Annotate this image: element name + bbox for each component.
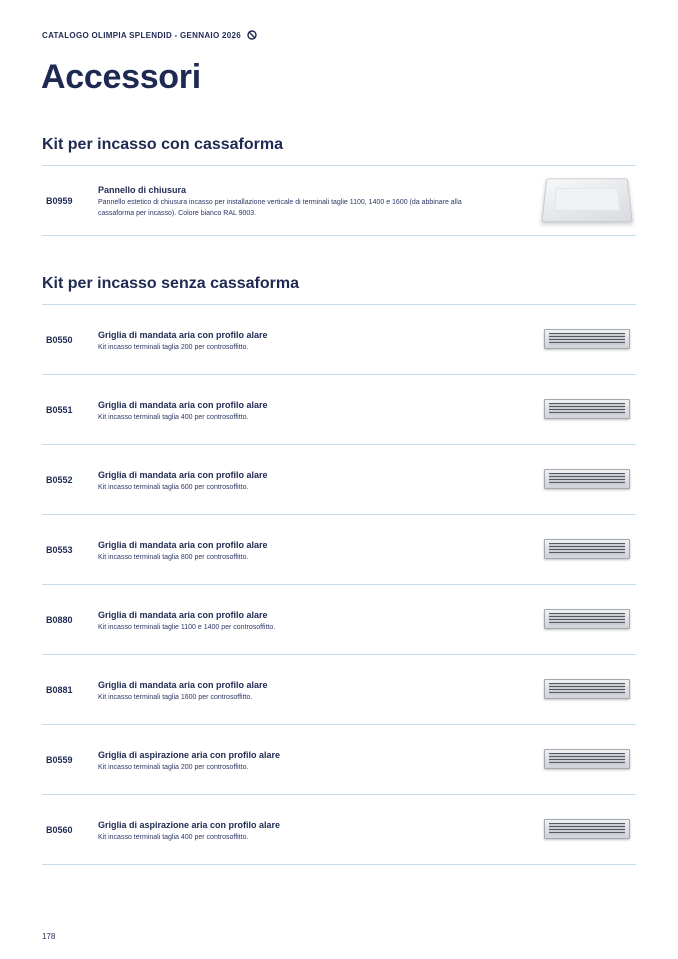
product-name: Griglia di aspirazione aria con profilo alare: [98, 750, 281, 760]
grille-image: [544, 749, 630, 769]
product-row: [42, 375, 636, 445]
product-name: Griglia di mandata aria con profilo alare: [98, 610, 268, 620]
product-description: Kit incasso terminali taglia 400 per controsoffitto.: [98, 834, 249, 841]
product-name: Griglia di mandata aria con profilo alare: [98, 330, 268, 340]
grille-image: [544, 539, 630, 559]
product-name: Griglia di mandata aria con profilo alare: [98, 400, 268, 410]
grille-image: [544, 679, 630, 699]
product-row: [42, 305, 636, 375]
product-code: B0560: [46, 824, 73, 835]
product-description: Kit incasso terminali taglia 400 per controsoffitto.: [98, 414, 249, 421]
product-code: B0552: [46, 474, 73, 485]
product-name: Griglia di aspirazione aria con profilo alare: [98, 820, 281, 830]
grille-image: [544, 819, 630, 839]
product-row: [42, 585, 636, 655]
page-title: Accessori: [41, 58, 201, 96]
section-title-with-formwork: Kit per incasso con cassaforma: [42, 136, 283, 153]
section-title-without-formwork: Kit per incasso senza cassaforma: [42, 275, 300, 292]
grille-image: [544, 469, 630, 489]
product-name: Griglia di mandata aria con profilo alare: [98, 680, 268, 690]
page-number: 178: [42, 932, 56, 941]
product-code: B0550: [46, 334, 73, 345]
closing-panel-image: [541, 178, 632, 222]
product-description: Pannello estetico di chiusura incasso per installazione verticale di terminali taglie 1100, 1400 e 1600 (da abbinare alla cassaforma per incasso). Colore bianco RAL 9003.: [98, 199, 462, 217]
catalog-header: [42, 30, 257, 40]
product-code: B0551: [46, 404, 73, 415]
product-code: B0553: [46, 544, 73, 555]
product-code: B0559: [46, 754, 73, 765]
product-description: Kit incasso terminali taglia 800 per controsoffitto.: [98, 554, 249, 561]
product-code: B0880: [46, 614, 73, 625]
product-row: [42, 795, 636, 865]
product-code: B0881: [46, 684, 73, 695]
product-code: B0959: [46, 195, 73, 206]
no-entry-circle-icon: [247, 30, 257, 40]
product-description: Kit incasso terminali taglia 600 per controsoffitto.: [98, 484, 249, 491]
product-row: [42, 515, 636, 585]
product-description: Kit incasso terminali taglia 200 per controsoffitto.: [98, 764, 249, 771]
product-row: [42, 655, 636, 725]
product-name: Griglia di mandata aria con profilo alare: [98, 470, 268, 480]
product-description: Kit incasso terminali taglie 1100 e 1400 per controsoffitto.: [98, 624, 276, 631]
catalog-title: CATALOGO OLIMPIA SPLENDID - GENNAIO 2026: [42, 30, 241, 40]
product-name: Griglia di mandata aria con profilo alare: [98, 540, 268, 550]
product-description: Kit incasso terminali taglia 200 per controsoffitto.: [98, 344, 249, 351]
product-row: [42, 725, 636, 795]
product-row: [42, 166, 636, 236]
grille-image: [544, 329, 630, 349]
grille-image: [544, 609, 630, 629]
product-row: [42, 445, 636, 515]
grille-image: [544, 399, 630, 419]
product-description: Kit incasso terminali taglia 1600 per controsoffitto.: [98, 694, 253, 701]
product-name: Pannello di chiusura: [98, 185, 187, 195]
